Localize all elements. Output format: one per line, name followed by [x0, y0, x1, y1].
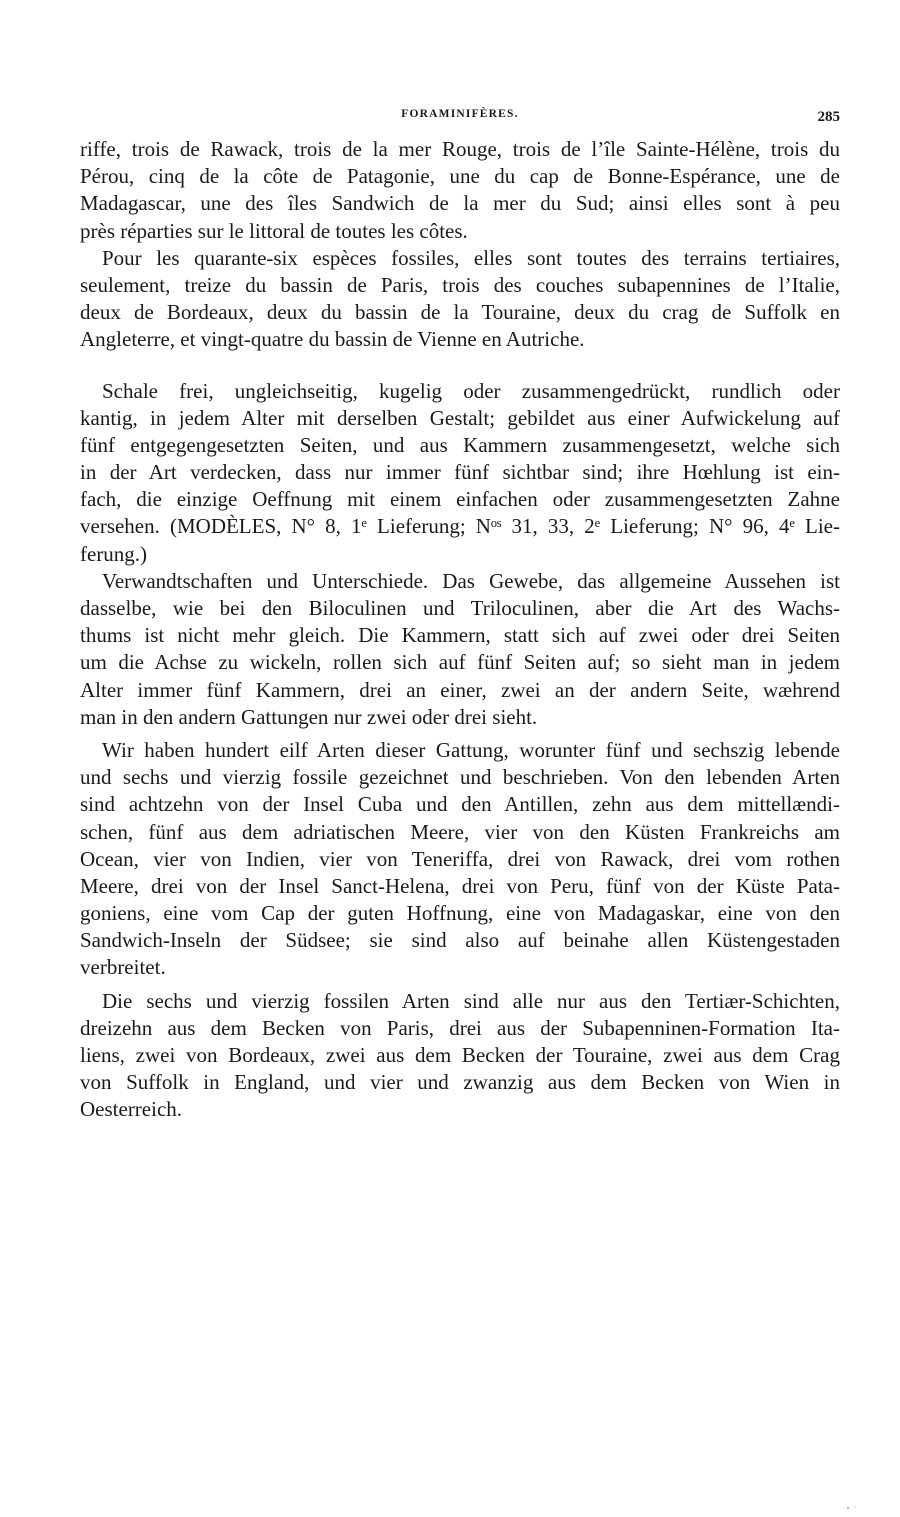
text-line: dreizehn aus dem Becken von Paris, drei aus der Subapenninen-Formation Ita-: [80, 1015, 840, 1040]
text-line: verbreitet.: [80, 955, 166, 980]
text-line: man in den andern Gattungen nur zwei oder drei sieht.: [80, 704, 538, 729]
page-number: 285: [817, 109, 840, 125]
scan-speck: [854, 1506, 856, 1508]
text-line: Angleterre, et vingt-quatre du bassin de Vienne en Autriche.: [80, 327, 585, 352]
section-gap: [80, 354, 840, 378]
text-line: sind achtzehn von der Insel Cuba und den Antillen, zehn aus dem mittellændi-: [80, 792, 840, 817]
text-line: riffe, trois de Rawack, trois de la mer Rouge, trois de l’île Sainte-Hélène, trois du: [80, 137, 840, 161]
text-line: und sechs und vierzig fossile gezeichnet und beschrieben. Von den lebenden Arten: [80, 765, 840, 790]
text-line: ferung.): [80, 541, 148, 566]
paragraph-german-fossilen: [80, 988, 840, 1124]
running-head: [80, 108, 840, 130]
text-line: liens, zwei von Bordeaux, zwei aus dem Becken der Touraine, zwei aus dem Crag: [80, 1043, 840, 1067]
text-line: goniens, eine vom Cap der guten Hoffnung, eine von Madagaskar, eine von den: [80, 901, 840, 926]
paragraph-german-schale: [80, 378, 840, 568]
text-line: Verwandtschaften und Unterschiede. Das Gewebe, das allgemeine Aussehen ist: [102, 568, 840, 593]
text-line: thums ist nicht mehr gleich. Die Kammern, statt sich auf zwei oder drei Seiten: [80, 623, 840, 648]
scan-speck: [847, 1507, 849, 1509]
text-line: fünf entgegengesetzten Seiten, und aus Kammern zusammengesetzt, welche sich: [80, 432, 840, 457]
paragraph-french-fossils: [80, 245, 840, 354]
paragraph-german-verwandtschaften: [80, 568, 840, 731]
text-line: um die Achse zu wickeln, rollen sich auf fünf Seiten auf; so sieht man in jedem: [80, 650, 840, 675]
paragraph-german-arten: [80, 737, 840, 982]
text-line: Alter immer fünf Kammern, drei an einer, zwei an der andern Seite, wæhrend: [80, 677, 840, 702]
text-line: dasselbe, wie bei den Biloculinen und Triloculinen, aber die Art des Wachs-: [80, 596, 840, 620]
text-line: von Suffolk in England, und vier und zwanzig aus dem Becken von Wien in: [80, 1070, 840, 1095]
text-line: schen, fünf aus dem adriatischen Meere, vier von den Küsten Frankreichs am: [80, 819, 840, 844]
text-line: Oesterreich.: [80, 1097, 183, 1122]
body-text: [80, 136, 840, 1124]
text-line: Pérou, cinq de la côte de Patagonie, une du cap de Bonne-Espérance, une de: [80, 164, 840, 189]
running-title: FORAMINIFÈRES.: [401, 108, 519, 120]
text-line: Schale frei, ungleichseitig, kugelig oder zusammengedrückt, rundlich oder: [102, 378, 840, 403]
text-line: Madagascar, une des îles Sandwich de la mer du Sud; ainsi elles sont à peu: [80, 191, 840, 216]
text-line: kantig, in jedem Alter mit derselben Gestalt; gebildet aus einer Aufwickelung auf: [80, 405, 840, 430]
text-line: seulement, treize du bassin de Paris, trois des couches subapennines de l’Italie,: [80, 272, 840, 297]
text-line: Ocean, vier von Indien, vier von Teneriffa, drei von Rawack, drei vom rothen: [80, 846, 840, 871]
text-line: versehen. (MODÈLES, N° 8, 1ᵉ Lieferung; Nᵒˢ 31, 33, 2ᵉ Lieferung; N° 96, 4ᵉ Lie-: [80, 514, 840, 539]
text-line: fach, die einzige Oeffnung mit einem einfachen oder zusammengesetzten Zahne: [80, 487, 840, 512]
text-line: Wir haben hundert eilf Arten dieser Gattung, worunter fünf und sechszig lebende: [102, 737, 840, 762]
text-line: in der Art verdecken, dass nur immer fünf sichtbar sind; ihre Hœhlung ist ein-: [80, 460, 840, 485]
text-line: deux de Bordeaux, deux du bassin de la Touraine, deux du crag de Suffolk en: [80, 300, 840, 325]
text-line: près réparties sur le littoral de toutes les côtes.: [80, 218, 468, 243]
text-line: Meere, drei von der Insel Sanct-Helena, drei von Peru, fünf von der Küste Pata-: [80, 873, 840, 898]
paragraph-french-continuation: [80, 136, 840, 245]
text-line: Pour les quarante-six espèces fossiles, elles sont toutes des terrains tertiaires,: [102, 245, 840, 270]
text-line: Sandwich-Inseln der Südsee; sie sind also auf beinahe allen Küstengestaden: [80, 928, 840, 953]
text-line: Die sechs und vierzig fossilen Arten sind alle nur aus den Tertiær-Schichten,: [102, 988, 840, 1013]
